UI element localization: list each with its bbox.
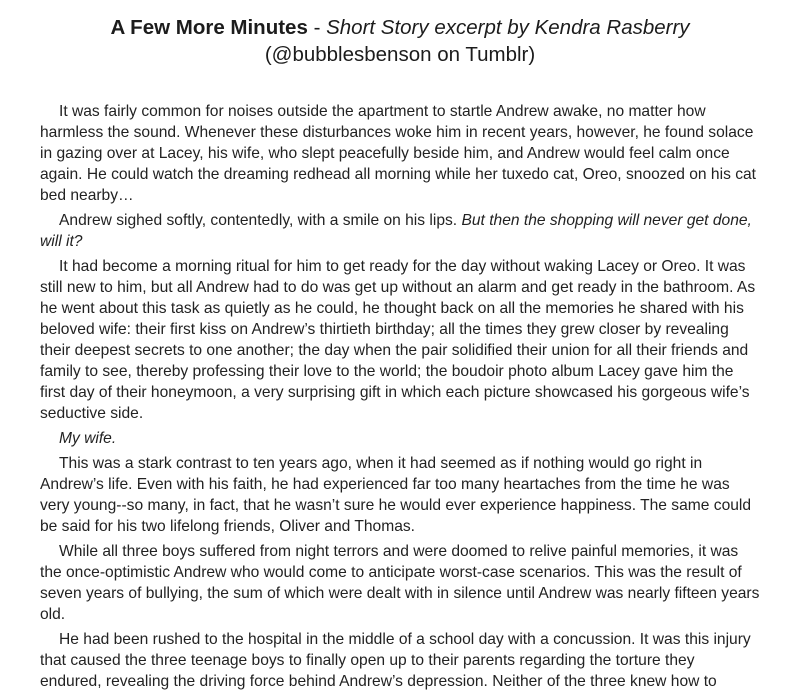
story-title: A Few More Minutes	[110, 16, 308, 39]
title-separator: -	[307, 16, 327, 39]
paragraph-4: My wife.	[59, 430, 117, 447]
author-handle: (@bubblesbenson on Tumblr)	[264, 43, 536, 66]
paragraph-2-italic: But then the shopping will never get done, will it?	[40, 212, 752, 250]
paragraph-2	[40, 210, 760, 252]
story-header	[0, 14, 800, 68]
story-body	[40, 101, 760, 696]
title-line	[0, 14, 800, 41]
paragraph-2-text: Andrew sighed softly, contentedly, with a smile on his lips.	[59, 212, 462, 229]
paragraph-7: He had been rushed to the hospital in the middle of a school day with a concussion. It was this injury that caused the three teenage boys to finally open up to their parents regarding the torture they endured, revealing the driving force behind Andrew’s depression. Neither of the three knew how to	[40, 631, 751, 690]
paragraph-1: It was fairly common for noises outside the apartment to startle Andrew awake, no matter how harmless the sound. Whenever these disturbances woke him in recent years, however, he found solace in gazing over at Lacey, his wife, who slept peacefully beside him, and Andrew would feel calm once again. He could watch the dreaming redhead all morning while her tuxedo cat, Oreo, snoozed on his cat bed nearby…	[40, 103, 757, 204]
paragraph-6: While all three boys suffered from night terrors and were doomed to relive painful memories, it was the once-optimistic Andrew who would come to anticipate worst-case scenarios. This was the result of seven years of bullying, the sum of which were dealt with in silence until Andrew was nearly fifteen years old.	[40, 543, 760, 623]
story-subtitle: Short Story excerpt by Kendra Rasberry	[326, 16, 690, 39]
paragraph-5: This was a stark contrast to ten years ago, when it had seemed as if nothing would go right in Andrew’s life. Even with his faith, he had experienced far too many heartaches from the time he was very young--so many, in fact, that he wasn’t sure he would ever experience happiness. The same could be said for his two lifelong friends, Oliver and Thomas.	[40, 455, 752, 535]
paragraph-3: It had become a morning ritual for him to get ready for the day without waking Lacey or Oreo. It was still new to him, but all Andrew had to do was get up without an alarm and get ready in the bathroom. As he went about this task as quietly as he could, he thought back on all the memories he shared with his beloved wife: their first kiss on Andrew’s thirtieth birthday; all the times they grew closer by revealing their deepest secrets to one another; the day when the pair solidified their union for all their friends and family to see, thereby professing their love to the world; the boudoir photo album Lacey gave him the first day of their honeymoon, a very surprising gift in which each picture showcased his gorgeous wife’s seductive side.	[40, 258, 756, 422]
